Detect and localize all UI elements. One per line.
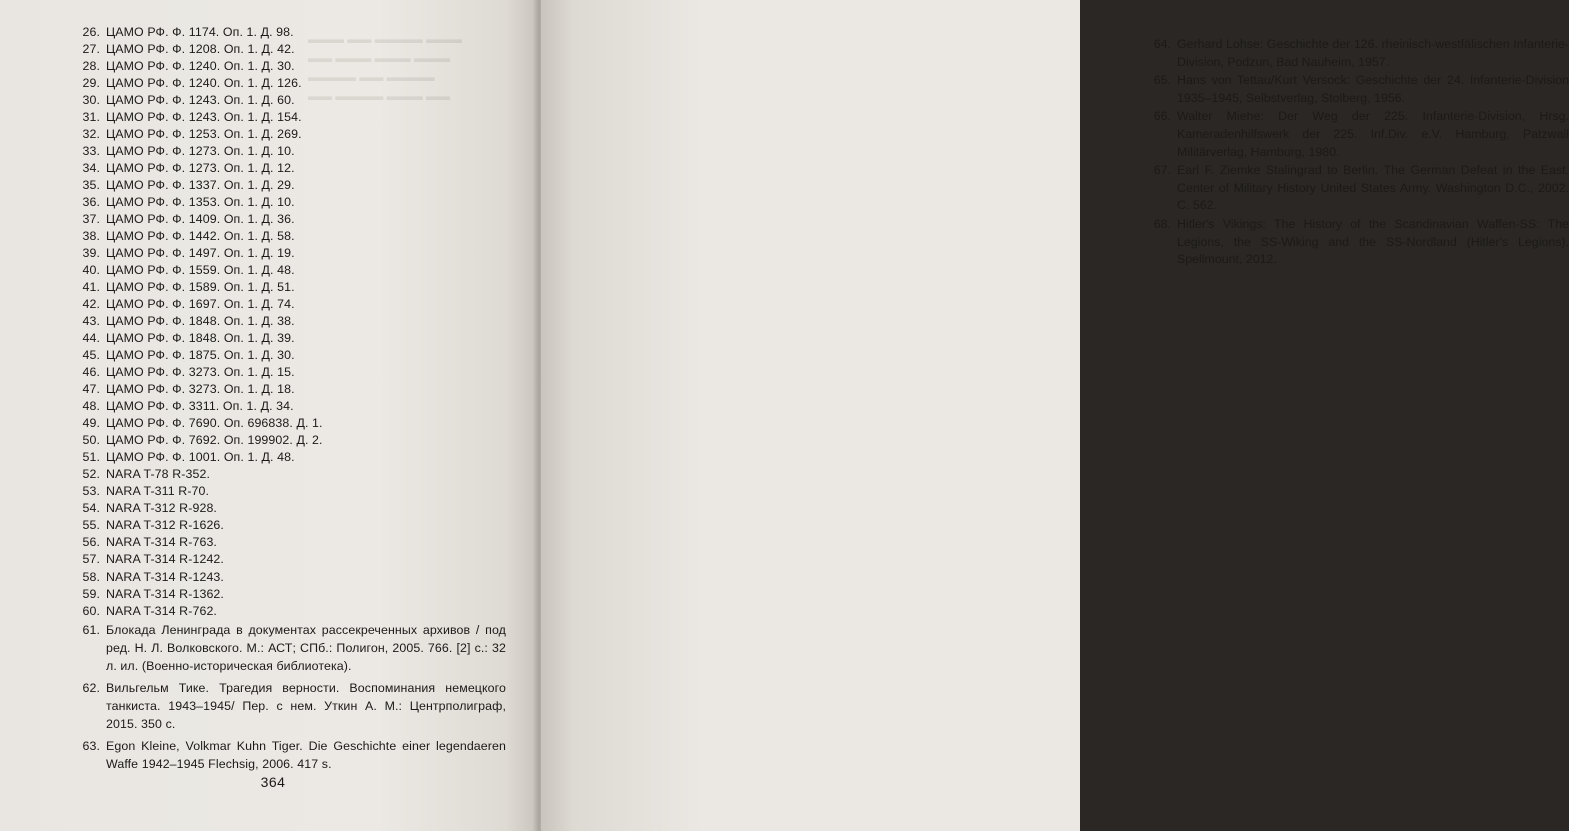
note-number: 60. (82, 603, 100, 618)
note-item (66, 415, 506, 432)
note-text: ЦАМО РФ. Ф. 1240. Оп. 1. Д. 30. (106, 59, 295, 74)
note-item (66, 194, 506, 211)
note-item (66, 92, 506, 109)
note-item (66, 41, 506, 58)
note-item (66, 143, 506, 160)
note-item (66, 603, 506, 620)
note-number: 48. (82, 399, 100, 414)
note-item (66, 534, 506, 551)
note-item (66, 262, 506, 279)
note-text: ЦАМО РФ. Ф. 1240. Оп. 1. Д. 126. (106, 76, 302, 91)
note-item (66, 75, 506, 92)
note-item (66, 313, 506, 330)
note-item (66, 347, 506, 364)
note-text: Earl F. Ziemke Stalingrad to Berlin. The German Defeat in the East. Center of Military History United States Army. Washington D.C., 2002. C. 562. (1177, 163, 1569, 213)
note-number: 51. (82, 450, 100, 465)
note-item (1141, 108, 1569, 161)
note-text: NARA T-78 R-352. (106, 467, 210, 482)
note-text: ЦАМО РФ. Ф. 1497. Оп. 1. Д. 19. (106, 246, 295, 261)
page-number: 364 (260, 774, 286, 790)
note-number: 59. (82, 586, 100, 601)
note-text: ЦАМО РФ. Ф. 1208. Оп. 1. Д. 42. (106, 42, 295, 57)
note-text: NARA T-312 R-1626. (106, 518, 224, 533)
note-text: ЦАМО РФ. Ф. 3273. Оп. 1. Д. 18. (106, 382, 295, 397)
note-item (66, 398, 506, 415)
note-text: ЦАМО РФ. Ф. 1848. Оп. 1. Д. 38. (106, 314, 295, 329)
note-number: 57. (82, 552, 100, 567)
note-text: ЦАМО РФ. Ф. 1409. Оп. 1. Д. 36. (106, 212, 295, 227)
note-number: 66. (1153, 109, 1171, 124)
note-number: 40. (82, 263, 100, 278)
note-text: ЦАМО РФ. Ф. 1273. Оп. 1. Д. 10. (106, 144, 295, 159)
note-number: 35. (82, 178, 100, 193)
note-item (66, 296, 506, 313)
note-item (66, 330, 506, 347)
note-number: 65. (1153, 73, 1171, 88)
note-text: ЦАМО РФ. Ф. 7690. Оп. 696838. Д. 1. (106, 416, 323, 431)
note-text: NARA T-314 R-1243. (106, 569, 224, 584)
notes-list-right (1141, 36, 1569, 270)
note-number: 41. (82, 280, 100, 295)
note-number: 54. (82, 501, 100, 516)
note-number: 64. (1153, 37, 1171, 51)
note-item (1141, 36, 1569, 71)
note-text: NARA T-312 R-928. (106, 501, 217, 516)
note-number: 37. (82, 212, 100, 227)
note-number: 53. (82, 484, 100, 499)
note-item (66, 737, 506, 773)
note-number: 45. (82, 348, 100, 363)
note-item (66, 621, 506, 675)
note-item (66, 126, 506, 143)
note-number: 47. (82, 382, 100, 397)
note-number: 29. (82, 76, 100, 91)
note-item (1141, 72, 1569, 107)
note-item (66, 58, 506, 75)
note-number: 63. (82, 738, 100, 753)
note-number: 26. (82, 25, 100, 39)
note-item (66, 177, 506, 194)
note-item (66, 466, 506, 483)
note-item (66, 24, 506, 41)
note-number: 27. (82, 42, 100, 57)
note-item (66, 381, 506, 398)
note-number: 55. (82, 518, 100, 533)
note-text: ЦАМО РФ. Ф. 1589. Оп. 1. Д. 51. (106, 280, 295, 295)
note-number: 31. (82, 110, 100, 125)
note-item (66, 586, 506, 603)
note-text: NARA T-311 R-70. (106, 484, 210, 499)
note-number: 61. (82, 622, 100, 637)
note-number: 38. (82, 229, 100, 244)
right-page (541, 0, 1569, 831)
note-text: Блокада Ленинграда в документах рассекреченных архивов / под ред. Н. Л. Волковского. М.: АСТ; СПб.: Полигон, 2005. 766. [2] с.: 32 л. ил. (Военно-историческая библиотека). (106, 622, 506, 673)
note-item (66, 160, 506, 177)
note-text: ЦАМО РФ. Ф. 1559. Оп. 1. Д. 48. (106, 263, 295, 278)
note-number: 56. (82, 535, 100, 550)
note-text: ЦАМО РФ. Ф. 1243. Оп. 1. Д. 60. (106, 93, 295, 108)
note-item (66, 211, 506, 228)
note-text: NARA T-314 R-762. (106, 603, 217, 618)
left-page (0, 0, 538, 831)
note-item (66, 228, 506, 245)
note-number: 50. (82, 433, 100, 448)
note-number: 52. (82, 467, 100, 482)
note-item (1141, 162, 1569, 215)
note-text: NARA T-314 R-763. (106, 535, 217, 550)
note-text: ЦАМО РФ. Ф. 1353. Оп. 1. Д. 10. (106, 195, 295, 210)
note-number: 33. (82, 144, 100, 159)
note-number: 62. (82, 680, 100, 695)
note-number: 44. (82, 331, 100, 346)
note-text: Walter Miehe: Der Weg der 225. Infanterie-Division, Hrsg. Kameradenhilfswerk der 225. Inf.Div. e.V. Hamburg, Patzwall Militärverlag, Hamburg, 1980. (1177, 109, 1569, 159)
note-number: 28. (82, 59, 100, 74)
note-item (66, 364, 506, 381)
note-text: ЦАМО РФ. Ф. 1875. Оп. 1. Д. 30. (106, 348, 295, 363)
note-text: ЦАМО РФ. Ф. 1442. Оп. 1. Д. 58. (106, 229, 295, 244)
note-number: 58. (82, 569, 100, 584)
note-item (66, 279, 506, 296)
note-item (66, 109, 506, 126)
note-item (66, 569, 506, 586)
note-item (66, 517, 506, 534)
note-text: ЦАМО РФ. Ф. 3273. Оп. 1. Д. 15. (106, 365, 295, 380)
note-text: ЦАМО РФ. Ф. 3311. Оп. 1. Д. 34. (106, 399, 294, 414)
note-text: ЦАМО РФ. Ф. 1697. Оп. 1. Д. 74. (106, 297, 295, 312)
note-text: NARA T-314 R-1362. (106, 586, 224, 601)
note-number: 34. (82, 161, 100, 176)
note-number: 36. (82, 195, 100, 210)
note-item (66, 449, 506, 466)
note-number: 30. (82, 93, 100, 108)
show-through-text-left: ▬▬▬ ▬▬ ▬▬▬▬ ▬▬▬ ▬▬ ▬▬▬ ▬▬▬ ▬▬▬ ▬▬▬▬ ▬▬ ▬▬▬▬ ▬▬ ▬▬▬▬ ▬▬▬ ▬▬ (308, 32, 463, 103)
note-number: 42. (82, 297, 100, 312)
note-number: 68. (1153, 216, 1171, 231)
note-text: ЦАМО РФ. Ф. 1174. Оп. 1. Д. 98. (106, 25, 294, 39)
note-text: ЦАМО РФ. Ф. 7692. Оп. 199902. Д. 2. (106, 433, 323, 448)
note-text: ЦАМО РФ. Ф. 1243. Оп. 1. Д. 154. (106, 110, 302, 125)
note-text: ЦАМО РФ. Ф. 1848. Оп. 1. Д. 39. (106, 331, 295, 346)
note-item (66, 679, 506, 733)
note-text: NARA T-314 R-1242. (106, 552, 224, 567)
note-text: Hitler's Vikings: The History of the Scandinavian Waffen-SS: The Legions, the SS-Wiking and the SS-Nordland (Hitler's Legions). Spellmount, 2012. (1177, 216, 1569, 267)
note-item (66, 483, 506, 500)
note-text: ЦАМО РФ. Ф. 1253. Оп. 1. Д. 269. (106, 127, 302, 142)
note-number: 32. (82, 127, 100, 142)
note-item (66, 500, 506, 517)
note-text: Egon Kleine, Volkmar Kuhn Tiger. Die Geschichte einer legendaeren Waffe 1942–1945 Flechsig, 2006. 417 s. (106, 738, 506, 771)
note-item (1141, 216, 1569, 269)
note-text: ЦАМО РФ. Ф. 1001. Оп. 1. Д. 48. (106, 450, 295, 465)
note-number: 39. (82, 246, 100, 261)
note-text: ЦАМО РФ. Ф. 1337. Оп. 1. Д. 29. (106, 178, 295, 193)
note-number: 46. (82, 365, 100, 380)
note-number: 67. (1153, 163, 1171, 178)
notes-list-left (66, 24, 506, 777)
note-item (66, 432, 506, 449)
note-text: Hans von Tettau/Kurt Versock: Geschichte der 24. Infanterie-Division 1935–1945, Selbstverlag, Stolberg, 1956. (1177, 73, 1569, 105)
note-item (66, 245, 506, 262)
note-number: 43. (82, 314, 100, 329)
note-text: Gerhard Lohse: Geschichte der 126. rheinisch-westfälischen Infanterie-Division, Podzun, Bad Nauheim, 1957. (1177, 37, 1569, 69)
note-text: ЦАМО РФ. Ф. 1273. Оп. 1. Д. 12. (106, 161, 295, 176)
note-text: Вильгельм Тике. Трагедия верности. Воспоминания немецкого танкиста. 1943–1945/ Пер. с нем. Уткин А. М.: Центрполиграф, 2015. 350 с. (106, 680, 506, 731)
note-number: 49. (82, 416, 100, 431)
note-item (66, 551, 506, 568)
